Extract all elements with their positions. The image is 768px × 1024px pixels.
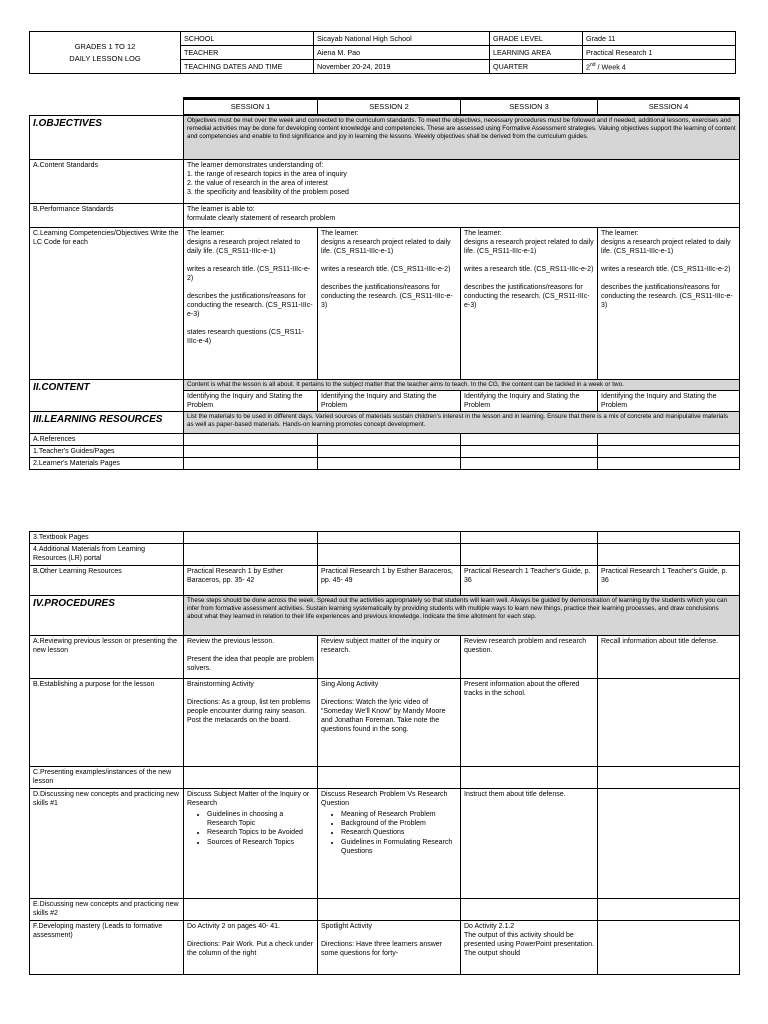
objectives-note: Objectives must be met over the week and connected to the curriculum standards. To meet the objectives, necessary procedures must be followed and if needed, additional lessons, exercises and remedial activities may be done for developing content knowledge and competencies. These are assessed using Formative Assessment strategies. Valuing objectives support the learning of content and competencies and enable to find significance and joy in learning the lessons. Weekly objectives shall be derived from the curriculum guides. [184, 115, 740, 159]
procedure-f-s1: Do Activity 2 on pages 40- 41. Directions: Pair Work. Put a check under the column of the right [184, 921, 318, 975]
school-label: SCHOOL [181, 32, 314, 46]
textbook-label: 3.Textbook Pages [30, 532, 184, 544]
procedure-b-s1: Brainstorming Activity Directions: As a group, list ten problems people encounter during rainy season. Post the metacards on the board. [184, 679, 318, 767]
other-resources-s2: Practical Research 1 by Esther Baraceros, pp. 45- 49 [318, 566, 461, 596]
session-2-header: SESSION 2 [318, 99, 461, 116]
list-item: • Research Questions [341, 828, 457, 837]
area-value: Practical Research 1 [583, 46, 736, 60]
procedure-a-s3: Review research problem and research question. [461, 636, 598, 679]
content-s1: Identifying the Inquiry and Stating the Problem [184, 390, 318, 411]
school-value: Sicayab National High School [314, 32, 490, 46]
list-item: • Research Topics to be Avoided [207, 828, 314, 837]
competencies-s2: The learner: designs a research project related to daily life. (CS_RS11-IIIc-e-1) writes a research title. (CS_RS11-IIIc-e-2) describes the justifications/reasons for conducting the research. (CS_RS11-IIIc-e-3) [318, 227, 461, 379]
procedure-e-label: E.Discussing new concepts and practicing new skills #2 [30, 899, 184, 921]
content-s4: Identifying the Inquiry and Stating the Problem [598, 390, 740, 411]
procedure-a-s4: Recall information about title defense. [598, 636, 740, 679]
procedure-a-s2: Review subject matter of the inquiry or research. [318, 636, 461, 679]
procedure-f-s2: Spotlight Activity Directions: Have three learners answer some questions for forty- [318, 921, 461, 975]
lesson-table-bottom [29, 531, 740, 975]
dates-value: November 20-24, 2019 [314, 60, 490, 74]
content-s2: Identifying the Inquiry and Stating the Problem [318, 390, 461, 411]
dates-label: TEACHING DATES AND TIME [181, 60, 314, 74]
lesson-table-top [29, 97, 740, 470]
procedures-heading: IV.PROCEDURES [30, 596, 184, 636]
content-standards-text: The learner demonstrates understanding of: 1. the range of research topics in the area of inquiry 2. the value of research in the area of interest 3. the specificity and feasibility of the problem posed [184, 159, 740, 203]
content-standards-label: A.Content Standards [30, 159, 184, 203]
content-heading: II.CONTENT [30, 379, 184, 411]
procedure-f-s3: Do Activity 2.1.2 The output of this activity should be presented using PowerPoint presentation. The output should [461, 921, 598, 975]
procedure-f-label: F.Developing mastery (Leads to formative assessment) [30, 921, 184, 975]
resources-note: List the materials to be used in different days. Varied sources of materials sustain children's interest in the lesson and in learning. Ensure that there is a mix of concrete and manipulative materials as well as paper-based materials. Hands-on learning promotes concept development. [184, 411, 740, 433]
procedure-d-s3: Instruct them about title defense. [461, 789, 598, 899]
quarter-label: QUARTER [490, 60, 583, 74]
session-3-header: SESSION 3 [461, 99, 598, 116]
references-label: A.References [30, 433, 184, 445]
session-1-header: SESSION 1 [184, 99, 318, 116]
list-item: • Guidelines in Formulating Research Questions [341, 838, 457, 856]
teacher-value: Aiena M. Pao [314, 46, 490, 60]
procedure-b-s2: Sing Along Activity Directions: Watch the lyric video of “Someday We'll Know” by Mandy Moore and Jonathan Foreman. Take note the questions found in the song. [318, 679, 461, 767]
procedure-d-s2: Discuss Research Problem Vs Research Question • Meaning of Research Problem • Background of the Problem • Research Questions • Guidelines in Formulating Research Questions [318, 789, 461, 899]
area-label: LEARNING AREA [490, 46, 583, 60]
content-s3: Identifying the Inquiry and Stating the Problem [461, 390, 598, 411]
teacher-label: TEACHER [181, 46, 314, 60]
list-item: • Meaning of Research Problem [341, 810, 457, 819]
session-4-header: SESSION 4 [598, 99, 740, 116]
teachers-guide-label: 1.Teacher's Guides/Pages [30, 445, 184, 457]
other-resources-label: B.Other Learning Resources [30, 566, 184, 596]
other-resources-s4: Practical Research 1 Teacher's Guide, p. 36 [598, 566, 740, 596]
learners-materials-label: 2.Learner's Materials Pages [30, 458, 184, 470]
log-title: GRADES 1 TO 12 DAILY LESSON LOG [30, 32, 181, 74]
procedure-a-label: A.Reviewing previous lesson or presenting the new lesson [30, 636, 184, 679]
header-table [29, 31, 736, 74]
procedure-c-label: C.Presenting examples/instances of the new lesson [30, 767, 184, 789]
additional-materials-label: 4.Additional Materials from Learning Resources (LR) portal [30, 544, 184, 566]
content-note: Content is what the lesson is all about. It pertains to the subject matter that the teacher aims to teach. In the CG, the content can be tackled in a week or two. [184, 379, 740, 390]
grade-label: GRADE LEVEL [490, 32, 583, 46]
grade-value: Grade 11 [583, 32, 736, 46]
performance-standards-label: B.Performance Standards [30, 203, 184, 227]
procedure-b-label: B.Establishing a purpose for the lesson [30, 679, 184, 767]
performance-standards-text: The learner is able to: formulate clearly statement of research problem [184, 203, 740, 227]
objectives-heading: I.OBJECTIVES [30, 115, 184, 159]
resources-heading: III.LEARNING RESOURCES [30, 411, 184, 433]
other-resources-s3: Practical Research 1 Teacher's Guide, p. 36 [461, 566, 598, 596]
procedure-d-label: D.Discussing new concepts and practicing new skills #1 [30, 789, 184, 899]
procedures-note: These steps should be done across the week. Spread out the activities appropriately so that students will learn well. Always be guided by demonstration of learning by the students which you can infer from formative assessment activities. Sustain learning systematically by providing students with multiple ways to learn new things, practice their learning processes, and draw conclusions about what they learned in relation to their life experiences and previous knowledge. Indicate the time allotment for each step. [184, 596, 740, 636]
competencies-s1: The learner: designs a research project related to daily life. (CS_RS11-IIIc-e-1) writes a research title. (CS_RS11-IIIc-e-2) describes the justifications/reasons for conducting the research. (CS_RS11-IIIc-e-3) states research questions (CS_RS11-IIIc-e-4) [184, 227, 318, 379]
procedure-b-s3: Present information about the offered tracks in the school. [461, 679, 598, 767]
list-item: • Guidelines in choosing a Research Topic [207, 810, 314, 828]
competencies-label: C.Learning Competencies/Objectives Write the LC Code for each [30, 227, 184, 379]
list-item: • Background of the Problem [341, 819, 457, 828]
other-resources-s1: Practical Research 1 by Esther Baraceros, pp. 35- 42 [184, 566, 318, 596]
competencies-s4: The learner: designs a research project related to daily life. (CS_RS11-IIIc-e-1) writes a research title. (CS_RS11-IIIc-e-2) describes the justifications/reasons for conducting the research. (CS_RS11-IIIc-e-3) [598, 227, 740, 379]
list-item: • Sources of Research Topics [207, 838, 314, 847]
procedure-d-s1: Discuss Subject Matter of the Inquiry or Research • Guidelines in choosing a Research Topic • Research Topics to be Avoided • Sources of Research Topics [184, 789, 318, 899]
quarter-value: 2nd / Week 4 [583, 60, 736, 74]
competencies-s3: The learner: designs a research project related to daily life. (CS_RS11-IIIc-e-1) writes a research title. (CS_RS11-IIIc-e-2) describes the justifications/reasons for conducting the research. (CS_RS11-IIIc-e-3) [461, 227, 598, 379]
procedure-a-s1: Review the previous lesson. Present the idea that people are problem solvers. [184, 636, 318, 679]
